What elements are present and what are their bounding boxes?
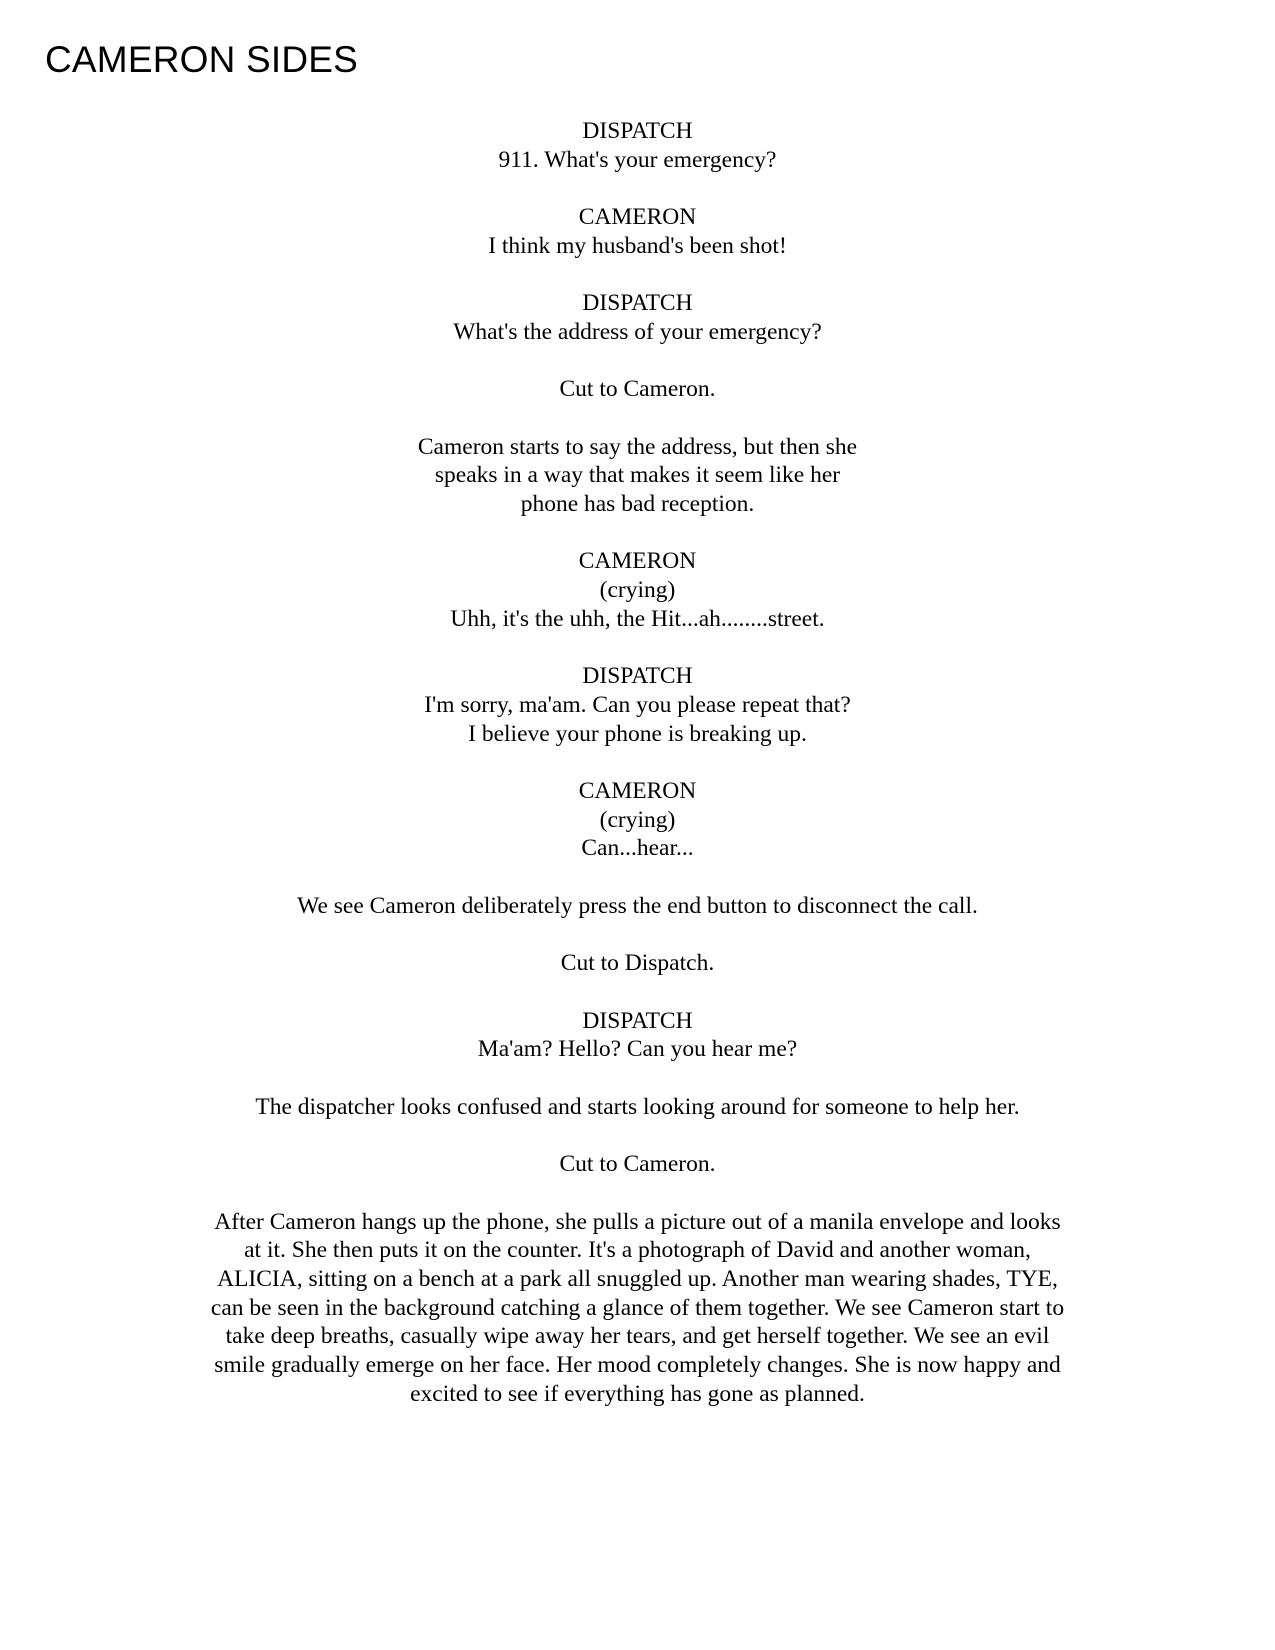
character-name: DISPATCH [582, 290, 693, 317]
action-line: Cameron starts to say the address, but then she speaks in a way that makes it seem like her phone has bad reception. [417, 433, 858, 518]
dialogue-block [0, 117, 1275, 174]
page-title: CAMERON SIDES [45, 39, 359, 80]
dialogue-line: Uhh, it's the uhh, the Hit...ah........street. [450, 605, 825, 632]
dialogue-block [0, 547, 1275, 633]
dialogue-line: What's the address of your emergency? [453, 318, 822, 345]
dialogue-block [0, 1007, 1275, 1064]
action-line: Cut to Dispatch. [560, 950, 715, 977]
action-line: Cut to Cameron. [559, 376, 716, 403]
character-name: CAMERON [578, 548, 697, 575]
dialogue-line: 911. What's your emergency? [498, 146, 777, 173]
dialogue-line: I think my husband's been shot! [488, 232, 787, 259]
action-line: We see Cameron deliberately press the end button to disconnect the call. [297, 892, 978, 919]
character-name: DISPATCH [582, 663, 693, 690]
dialogue-line: I believe your phone is breaking up. [468, 720, 807, 747]
parenthetical: (crying) [599, 577, 676, 604]
dialogue-block [0, 289, 1275, 346]
character-name: DISPATCH [582, 118, 693, 144]
dialogue-line: I'm sorry, ma'am. Can you please repeat that? [424, 691, 851, 718]
dialogue-block [0, 662, 1275, 748]
parenthetical: (crying) [599, 806, 676, 833]
dialogue-line: Can...hear... [581, 835, 694, 862]
character-name: CAMERON [578, 204, 697, 231]
character-name: DISPATCH [582, 1007, 693, 1034]
action-line: Cut to Cameron. [559, 1151, 716, 1178]
character-name: CAMERON [578, 778, 697, 805]
dialogue-block [0, 203, 1275, 260]
dialogue-block [0, 777, 1275, 863]
dialogue-line: Ma'am? Hello? Can you hear me? [477, 1036, 798, 1063]
script-body [0, 117, 1275, 1437]
action-line: The dispatcher looks confused and starts looking around for someone to help her. [255, 1093, 1020, 1120]
action-paragraph: After Cameron hangs up the phone, she pulls a picture out of a manila envelope and looks at it. She then puts it on the counter. It's a photograph of David and another woman, ALICIA, sitting on a bench at a park all snuggled up. Another man wearing shades, TYE, can be seen in the background catching a glance of them together. We see Cameron start to take deep breaths, casually wipe away her tears, and get herself together. We see an evil smile gradually emerge on her face. Her mood completely changes. She is now happy and excited to see if everything has gone as planned. [210, 1208, 1065, 1407]
